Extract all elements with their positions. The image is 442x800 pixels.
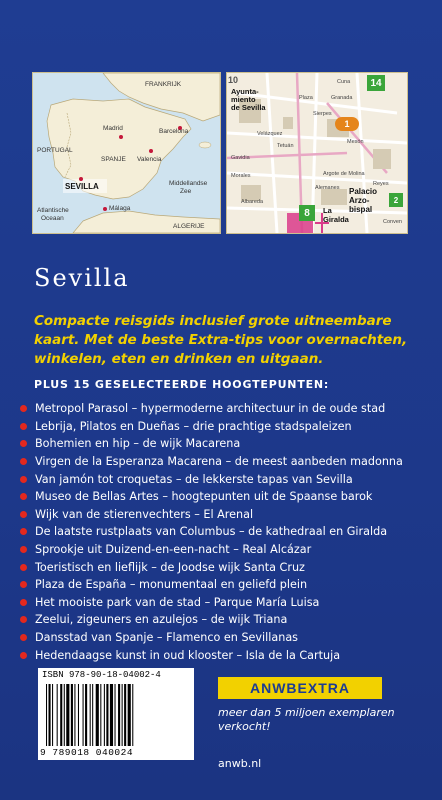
label-atlantische: Atlantische [37,207,69,214]
label-giralda-1: La [323,206,332,215]
list-item-text: Toeristisch en lieflijk – de Joodse wijk Santa Cruz [35,560,305,574]
anwb-extra-logo [218,677,382,699]
badge-14: 14 [367,75,385,91]
list-item [20,576,430,594]
list-item-text: Wijk van de stierenvechters – El Arenal [35,507,254,521]
label-palacio-1: Palacio [349,187,378,196]
intro-text: Compacte reisgids inclusief grote uitneembare kaart. Met de beste Extra-tips voor overnachten, winkelen, eten en drinken en uitgaan. [34,313,408,367]
list-item [20,488,430,506]
bullet-icon [20,564,27,571]
street-alemanes: Alemanes [315,185,340,191]
street-tetuan: Tetuán [277,143,294,149]
street-cuna: Cuna [337,79,351,85]
list-item-text: Van jamón tot croquetas – de lekkerste tapas van Sevilla [35,472,353,486]
list-item-text: Museo de Bellas Artes – hoogtepunten uit de Spaanse barok [35,490,373,504]
list-item [20,541,430,559]
label-giralda-2: Giralda [323,215,349,224]
list-item [20,611,430,629]
list-item-text: Virgen de la Esperanza Macarena – de meest aanbeden madonna [35,455,403,469]
highlights-heading: PLUS 15 GESELECTEERDE HOOGTEPUNTEN: [34,378,330,391]
label-barcelona: Barcelona [159,128,189,135]
bullet-icon [20,476,27,483]
logo-extra-text: EXTRA [297,680,350,696]
list-item-text: De laatste rustplaats van Columbus – de kathedraal en Giralda [35,525,388,539]
label-palacio-2: Arzo- [349,196,370,205]
list-item-text: Hedendaagse kunst in oud klooster – Isla de la Cartuja [35,648,341,662]
street-morales: Morales [231,173,251,179]
label-malaga: Málaga [109,205,131,212]
label-sevilla: SEVILLA [65,182,99,191]
bullet-icon [20,599,27,606]
malaga-dot [103,207,107,211]
bullet-icon [20,581,27,588]
overview-map [32,72,221,234]
label-plaza: Plaza [299,95,313,101]
bullet-icon [20,493,27,500]
label-conven: Conven [383,219,402,225]
street-argote: Argote de Molina [323,171,365,177]
sales-tagline: meer dan 5 miljoen exemplaren verkocht! [218,706,395,733]
list-item [20,629,430,647]
list-item-text: Het mooiste park van de stad – Parque María Luisa [35,595,320,609]
website-link[interactable]: anwb.nl [218,757,262,770]
list-item [20,594,430,612]
bullet-icon [20,528,27,535]
bullet-icon [20,405,27,412]
madrid-dot [119,135,123,139]
list-item-text: Lebrija, Pilatos en Dueñas – drie prachtige stadspaleizen [35,419,352,433]
label-ayuntamiento-1: Ayunta- [231,87,259,96]
label-valencia: Valencia [137,156,162,163]
grid-number: 10 [228,75,239,85]
street-sierpes: Sierpes [313,111,332,117]
list-item-text: Dansstad van Spanje – Flamenco en Sevillanas [35,631,298,645]
logo-anwb-text: ANWB [250,680,298,696]
barcode-graphic [46,684,186,746]
street-albareda: Albareda [241,199,264,205]
list-item-text: Sprookje uit Duizend-en-een-nacht – Real Alcázar [35,543,312,557]
bullet-icon [20,634,27,641]
list-item [20,470,430,488]
label-oceaan: Oceaan [41,215,64,222]
page-title: Sevilla [34,264,130,292]
bullet-icon [20,423,27,430]
list-item [20,453,430,471]
label-palacio-3: bispal [349,205,373,214]
bullet-icon [20,458,27,465]
label-spanje: SPANJE [101,156,126,163]
street-gavidia: Gavidia [231,155,250,161]
list-item-text: Metropol Parasol – hypermoderne architectuur in de oude stad [35,402,386,416]
label-frankrijk: FRANKRIJK [145,81,182,88]
label-portugal: PORTUGAL [37,147,73,154]
street-granada: Granada [331,95,353,101]
badge-1: 1 [335,117,359,131]
barcode-box [38,668,194,760]
list-item [20,558,430,576]
badge-2: 2 [389,193,403,207]
ean-number: 9 789018 040024 [40,747,134,758]
list-item [20,506,430,524]
bullet-icon [20,546,27,553]
bullet-icon [20,652,27,659]
street-reyes: Reyes [373,181,389,187]
isbn-number: ISBN 978-90-18-04002-4 [42,670,161,680]
bullet-icon [20,616,27,623]
list-item-text: Plaza de España – monumentaal en geliefd plein [35,578,308,592]
label-algerije: ALGERIJE [173,223,205,230]
sevilla-dot [79,177,83,181]
badge-8: 8 [299,205,315,221]
city-map [226,72,408,234]
bullet-icon [20,440,27,447]
label-madrid: Madrid [103,125,123,132]
highlights-list [20,400,430,664]
label-middellandse: Middellandse [169,180,208,187]
bullet-icon [20,511,27,518]
label-zee: Zee [180,188,192,195]
list-item [20,400,430,418]
list-item [20,435,430,453]
street-velazquez: Velázquez [257,131,283,137]
label-ayuntamiento-3: de Sevilla [231,103,266,112]
list-item-text: Bohemien en hip – de wijk Macarena [35,437,241,451]
list-item [20,523,430,541]
label-ayuntamiento-2: miento [231,95,256,104]
list-item-text: Zeelui, zigeuners en azulejos – de wijk Triana [35,613,288,627]
valencia-dot [149,149,153,153]
street-meson: Mesón [347,139,364,145]
list-item [20,418,430,436]
list-item [20,646,430,664]
